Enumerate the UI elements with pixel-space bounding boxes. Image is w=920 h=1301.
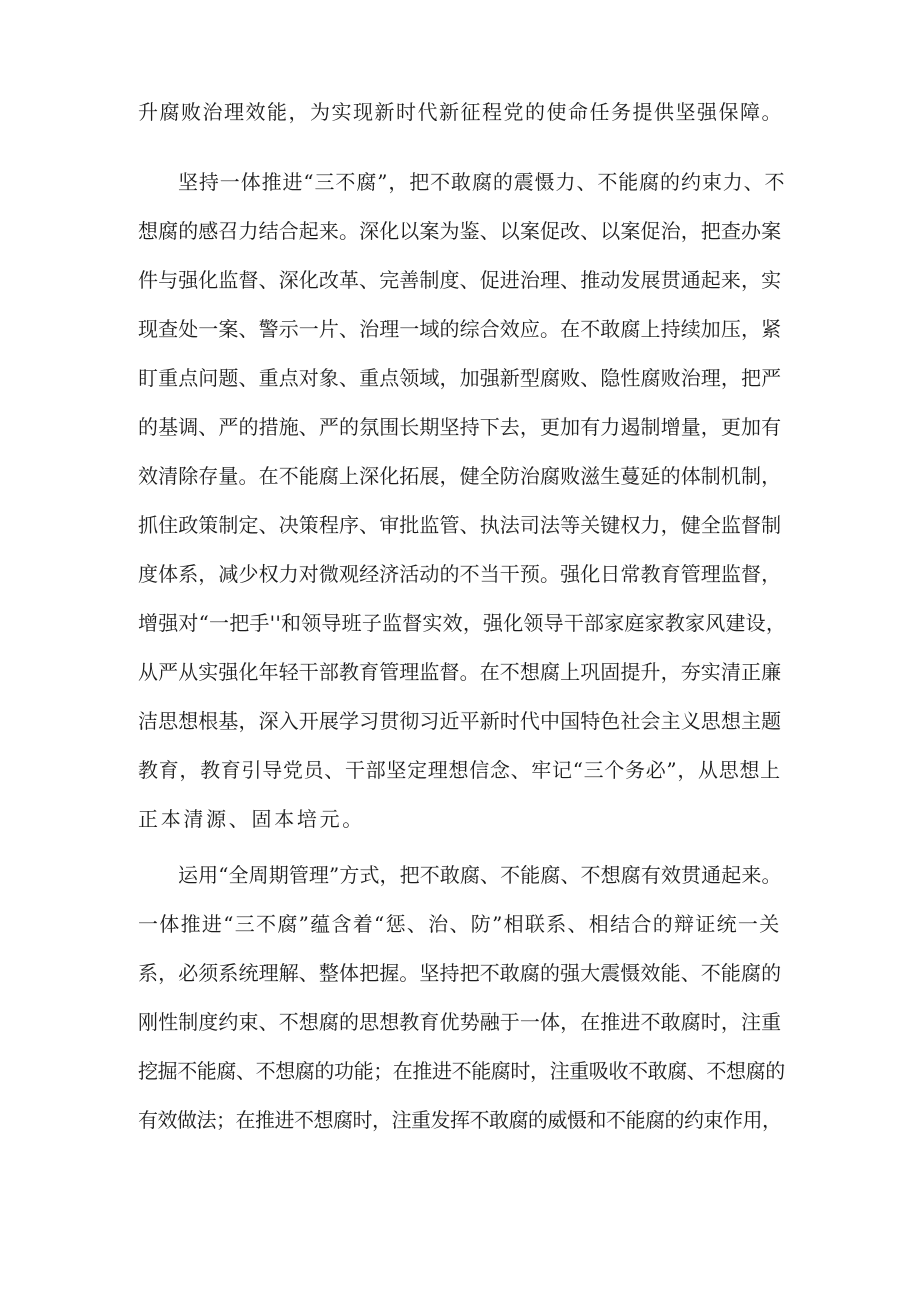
text-line: 想腐的感召力结合起来。深化以案为鉴、以案促改、以案促治，把查办案: [138, 219, 782, 243]
text-line: 效清除存量。在不能腐上深化拓展，健全防治腐败滋生蔓延的体制机制，: [138, 464, 782, 488]
text-line: 一体推进“三不腐”蕴含着“惩、治、防”相联系、相结合的辩证统一关: [138, 912, 781, 936]
text-line: 运用“全周期管理”方式，把不敢腐、不能腐、不想腐有效贯通起来。: [178, 863, 782, 887]
text-line: 的基调、严的措施、严的氛围长期坚持下去，更加有力遏制增量，更加有: [138, 415, 782, 439]
text-line: 件与强化监督、深化改革、完善制度、促进治理、推动发展贯通起来，实: [138, 268, 782, 292]
text-line: 刚性制度约束、不想腐的思想教育优势融于一体，在推进不敢腐时，注重: [138, 1010, 782, 1034]
text-line: 增强对“一把手''和领导班子监督实效，强化领导干部家庭家教家风建设，: [138, 611, 787, 635]
text-line: 现查处一案、警示一片、治理一域的综合效应。在不敢腐上持续加压，紧: [138, 317, 782, 341]
text-line: 教育，教育引导党员、干部坚定理想信念、牢记“三个务必”，从思想上: [138, 758, 781, 782]
text-line: 洁思想根基，深入开展学习贯彻习近平新时代中国特色社会主义思想主题: [138, 709, 782, 733]
text-line: 系，必须系统理解、整体把握。坚持把不敢腐的强大震慑效能、不能腐的: [138, 961, 782, 985]
text-line: 挖掘不能腐、不想腐的功能；在推进不能腐时，注重吸收不敢腐、不想腐的: [138, 1059, 785, 1083]
text-line: 有效做法；在推进不想腐时，注重发挥不敢腐的威慑和不能腐的约束作用，: [138, 1108, 782, 1132]
text-line: 从严从实强化年轻干部教育管理监督。在不想腐上巩固提升，夯实清正廉: [138, 660, 782, 684]
text-line: 度体系，减少权力对微观经济活动的不当干预。强化日常教育管理监督，: [138, 562, 782, 586]
text-line: 盯重点问题、重点对象、重点领域，加强新型腐败、隐性腐败治理，把严: [138, 366, 782, 390]
text-line: 抓住政策制定、决策程序、审批监管、执法司法等关键权力，健全监督制: [138, 513, 782, 537]
text-line: 正本清源、固本培元。: [138, 807, 365, 831]
text-line: 升腐败治理效能，为实现新时代新征程党的使命任务提供坚强保障。: [138, 100, 783, 124]
text-line: 坚持一体推进“三不腐”，把不敢腐的震慑力、不能腐的约束力、不: [178, 170, 786, 194]
